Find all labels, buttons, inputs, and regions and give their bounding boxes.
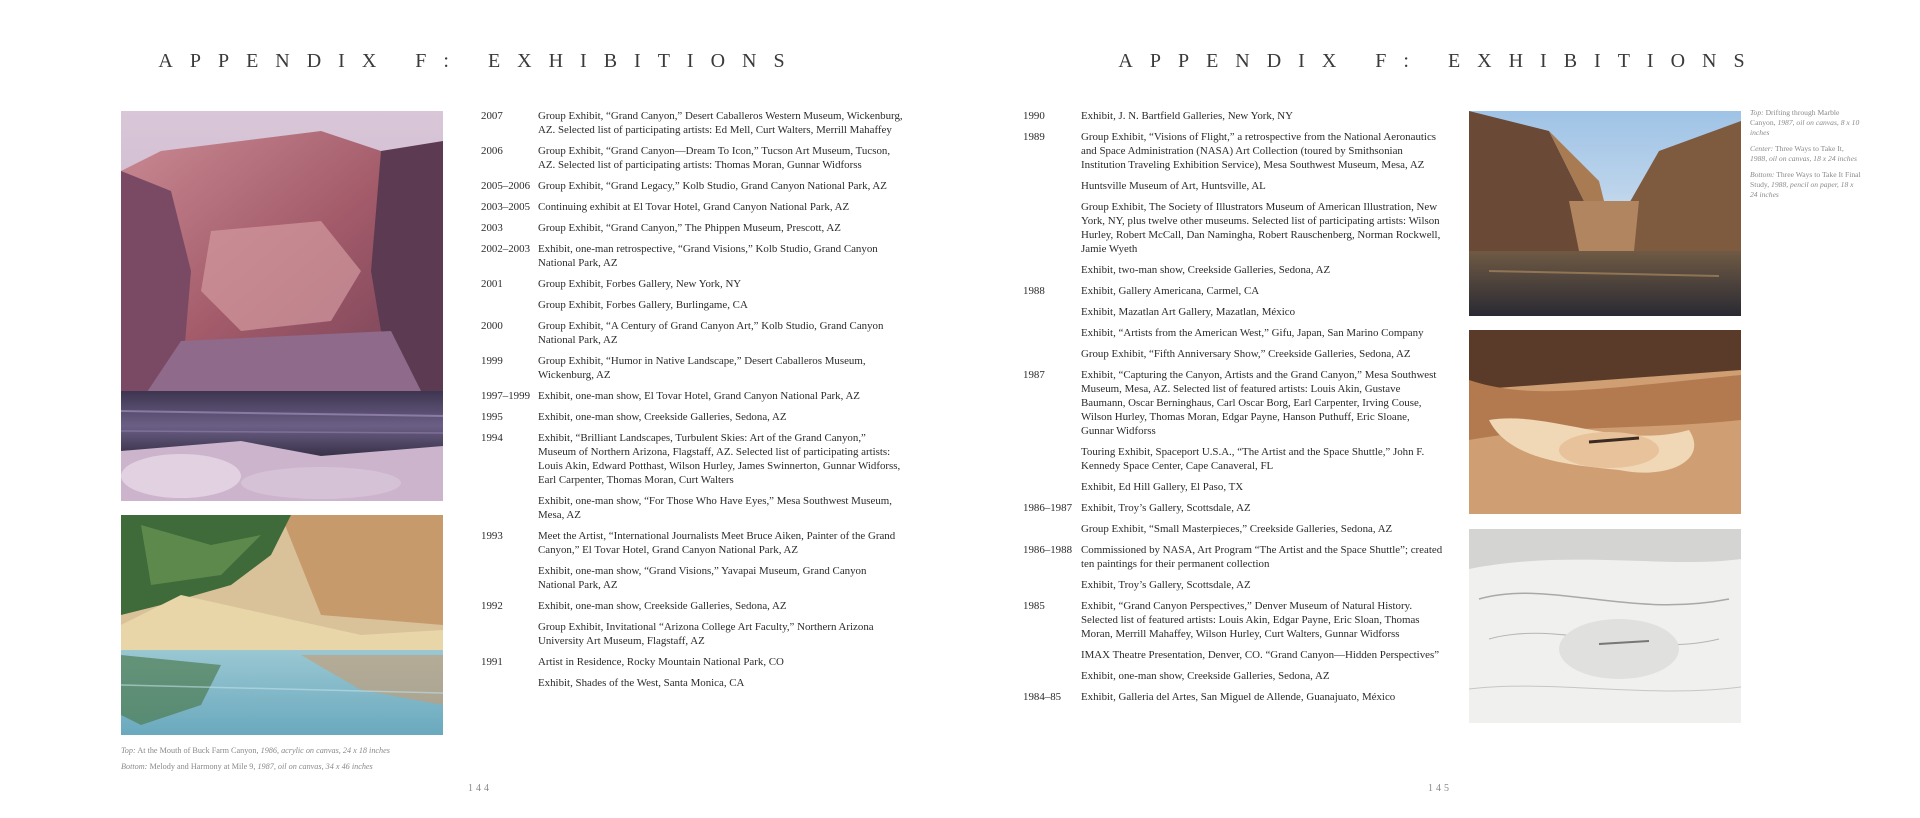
exhibition-entry — [481, 319, 903, 347]
exhibition-description: Exhibit, “Brilliant Landscapes, Turbulent Skies: Art of the Grand Canyon,” Museum of Northern Arizona, Flagstaff, AZ. Selected list of participating artists: Louis Akin, Edward Potthast, Wilson Hurley, James Swinnerton, Gunnar Widforss, Earl Carpenter, Thomas Moran, Curt Walters — [538, 432, 901, 486]
exhibition-entry — [1023, 284, 1445, 298]
exhibition-year: 2001 — [481, 278, 503, 290]
exhibition-entry — [481, 431, 903, 487]
painting-melody-harmony — [121, 515, 443, 735]
exhibition-description: Exhibit, one-man show, Creekside Galleries, Sedona, AZ — [538, 600, 787, 612]
exhibition-description: Touring Exhibit, Spaceport U.S.A., “The Artist and the Space Shuttle,” John F. Kennedy Space Center, Cape Canaveral, FL — [1081, 446, 1425, 472]
page-number: 144 — [468, 783, 492, 794]
exhibition-description: Group Exhibit, “Grand Canyon,” The Phippen Museum, Prescott, AZ — [538, 222, 841, 234]
exhibition-description: Group Exhibit, “Fifth Anniversary Show,” Creekside Galleries, Sedona, AZ — [1081, 348, 1411, 360]
exhibition-year — [1023, 179, 1081, 193]
exhibition-description: Exhibit, “Grand Canyon Perspectives,” Denver Museum of Natural History. Selected list of featured artists: Louis Akin, Edgar Payne, Eric Sloan, Thomas Moran, Merrill Mahaffey, Wilson Hurley, Curt Walters, Gunnar Widforss — [1081, 600, 1420, 640]
exhibition-entry — [1023, 445, 1445, 473]
exhibition-entry — [1023, 543, 1445, 571]
exhibition-year — [1023, 648, 1081, 662]
exhibition-description: Group Exhibit, “Small Masterpieces,” Creekside Galleries, Sedona, AZ — [1081, 523, 1393, 535]
exhibition-entry — [1023, 305, 1445, 319]
exhibition-description: Group Exhibit, “Grand Canyon,” Desert Caballeros Western Museum, Wickenburg, AZ. Selected list of participating artists: Ed Mell, Curt Walters, Merrill Mahaffey — [538, 110, 903, 136]
exhibition-description: Exhibit, Galleria del Artes, San Miguel de Allende, Guanajuato, México — [1081, 691, 1396, 703]
exhibition-description: Exhibit, J. N. Bartfield Galleries, New York, NY — [1081, 110, 1294, 122]
exhibition-description: Artist in Residence, Rocky Mountain National Park, CO — [538, 656, 784, 668]
exhibition-year: 1990 — [1023, 110, 1045, 122]
exhibition-description: Exhibit, one-man show, “Grand Visions,” Yavapai Museum, Grand Canyon National Park, AZ — [538, 565, 867, 591]
exhibition-year — [481, 494, 538, 522]
exhibition-description: Huntsville Museum of Art, Huntsville, AL — [1081, 180, 1266, 192]
exhibition-year: 2002–2003 — [481, 243, 531, 255]
exhibition-entry — [481, 179, 903, 193]
exhibition-entry — [1023, 368, 1445, 438]
exhibition-year: 1988 — [1023, 285, 1045, 297]
exhibition-entry — [481, 620, 903, 648]
exhibition-description: Group Exhibit, Invitational “Arizona College Art Faculty,” Northern Arizona University Art Museum, Flagstaff, AZ — [538, 621, 874, 647]
exhibition-entry — [1023, 501, 1445, 515]
exhibition-year: 1995 — [481, 411, 503, 423]
exhibition-entry — [1023, 109, 1445, 123]
exhibition-description: Commissioned by NASA, Art Program “The Artist and the Space Shuttle”; created ten paintings for their permanent collection — [1081, 544, 1443, 570]
image-captions — [1750, 108, 1862, 206]
exhibition-entry — [481, 109, 903, 137]
exhibition-description: Exhibit, “Capturing the Canyon, Artists and the Grand Canyon,” Mesa Southwest Museum, Mesa, AZ. Selected list of featured artists: Louis Akin, Gustave Baumann, Oscar Berninghaus, Carl Oscar Borg, Earl Carpenter, Irving Couse, Wilson Hurley, Thomas Moran, Edgar Payne, Hanson Puthuff, Eric Sloane, Gunnar Widforss — [1081, 369, 1437, 437]
exhibition-description: Exhibit, Mazatlan Art Gallery, Mazatlan, México — [1081, 306, 1296, 318]
exhibition-year: 1984–85 — [1023, 691, 1062, 703]
exhibition-year — [1023, 480, 1081, 494]
exhibition-description: Group Exhibit, “Visions of Flight,” a retrospective from the National Aeronautics and Space Administration (NASA) Art Collection (toured by Smithsonian Institution Traveling Exhibition Service), Mesa Southwest Museum, Mesa, AZ — [1081, 131, 1437, 171]
caption-top: Top: At the Mouth of Buck Farm Canyon, 1986, acrylic on canvas, 24 x 18 inches — [121, 746, 390, 755]
page-heading: APPENDIX F: EXHIBITIONS — [1118, 50, 1762, 72]
exhibition-year: 1994 — [481, 432, 503, 444]
exhibition-description: Group Exhibit, The Society of Illustrators Museum of American Illustration, New York, NY, plus twelve other museums. Selected list of participating artists: Wilson Hurley, Robert McCall, Dan Namingha, Robert Rauschenberg, Norman Rockwell, Jamie Wyeth — [1081, 201, 1441, 255]
page-number: 145 — [1428, 783, 1452, 794]
exhibition-description: Group Exhibit, Forbes Gallery, Burlingame, CA — [538, 299, 748, 311]
exhibition-entry — [481, 221, 903, 235]
exhibition-year: 2007 — [481, 110, 503, 122]
exhibition-entry — [481, 564, 903, 592]
exhibition-year — [1023, 669, 1081, 683]
painting-three-ways — [1469, 330, 1741, 514]
exhibition-entry — [1023, 522, 1445, 536]
exhibition-entry — [1023, 599, 1445, 641]
image-captions — [121, 743, 481, 775]
exhibition-entry — [481, 354, 903, 382]
exhibition-entry — [1023, 200, 1445, 256]
exhibition-year: 1986–1987 — [1023, 502, 1073, 514]
exhibition-year — [1023, 200, 1081, 256]
exhibition-entry — [1023, 263, 1445, 277]
exhibition-description: Exhibit, one-man show, El Tovar Hotel, Grand Canyon National Park, AZ — [538, 390, 860, 402]
exhibition-year: 2003–2005 — [481, 201, 531, 213]
caption-top: Top: Drifting through Marble Canyon, 1987, oil on canvas, 8 x 10 inches — [1750, 108, 1860, 137]
caption-bottom: Bottom: Three Ways to Take It Final Study, 1988, pencil on paper, 18 x 24 inches — [1750, 170, 1861, 199]
exhibition-entry — [481, 242, 903, 270]
exhibition-year: 1999 — [481, 355, 503, 367]
exhibition-entry — [481, 298, 903, 312]
exhibition-description: Exhibit, Troy’s Gallery, Scottsdale, AZ — [1081, 502, 1251, 514]
exhibition-entry — [1023, 326, 1445, 340]
painting-buck-farm-canyon — [121, 111, 443, 501]
exhibition-entry — [481, 655, 903, 669]
exhibition-year — [1023, 578, 1081, 592]
exhibition-year — [1023, 522, 1081, 536]
exhibition-entry — [481, 200, 903, 214]
caption-bottom: Bottom: Melody and Harmony at Mile 9, 1987, oil on canvas, 34 x 46 inches — [121, 762, 373, 771]
exhibition-description: Group Exhibit, “Humor in Native Landscape,” Desert Caballeros Museum, Wickenburg, AZ — [538, 355, 866, 381]
exhibition-year — [481, 620, 538, 648]
exhibition-entry — [1023, 690, 1445, 704]
exhibition-year — [1023, 445, 1081, 473]
exhibition-entry — [481, 494, 903, 522]
exhibition-year: 2003 — [481, 222, 503, 234]
exhibition-description: Group Exhibit, “Grand Legacy,” Kolb Studio, Grand Canyon National Park, AZ — [538, 180, 887, 192]
exhibition-year: 1992 — [481, 600, 503, 612]
exhibition-year: 2000 — [481, 320, 503, 332]
exhibition-entry — [1023, 130, 1445, 172]
exhibition-entry — [1023, 648, 1445, 662]
exhibition-description: Exhibit, Gallery Americana, Carmel, CA — [1081, 285, 1260, 297]
exhibition-year — [481, 676, 538, 690]
drawing-three-ways-study — [1469, 529, 1741, 723]
exhibition-description: Continuing exhibit at El Tovar Hotel, Grand Canyon National Park, AZ — [538, 201, 850, 213]
exhibition-description: Group Exhibit, “A Century of Grand Canyon Art,” Kolb Studio, Grand Canyon National Park, AZ — [538, 320, 884, 346]
exhibition-entry — [1023, 669, 1445, 683]
exhibition-description: Exhibit, one-man show, “For Those Who Have Eyes,” Mesa Southwest Museum, Mesa, AZ — [538, 495, 892, 521]
exhibition-description: Exhibit, “Artists from the American West,” Gifu, Japan, San Marino Company — [1081, 327, 1424, 339]
exhibition-entry — [481, 529, 903, 557]
page-heading: APPENDIX F: EXHIBITIONS — [158, 50, 802, 72]
exhibition-year — [481, 564, 538, 592]
exhibition-description: Exhibit, one-man show, Creekside Galleries, Sedona, AZ — [538, 411, 787, 423]
exhibition-entry — [1023, 179, 1445, 193]
exhibition-year: 1991 — [481, 656, 503, 668]
exhibition-description: Exhibit, one-man retrospective, “Grand Visions,” Kolb Studio, Grand Canyon National Park, AZ — [538, 243, 878, 269]
caption-center: Center: Three Ways to Take It, 1988, oil on canvas, 18 x 24 inches — [1750, 144, 1857, 163]
exhibition-year — [1023, 326, 1081, 340]
exhibition-description: Group Exhibit, Forbes Gallery, New York, NY — [538, 278, 742, 290]
exhibition-entry — [1023, 480, 1445, 494]
exhibition-year: 1987 — [1023, 369, 1045, 381]
exhibition-description: Meet the Artist, “International Journalists Meet Bruce Aiken, Painter of the Grand Canyon,” El Tovar Hotel, Grand Canyon National Park, AZ — [538, 530, 896, 556]
exhibition-description: Exhibit, Ed Hill Gallery, El Paso, TX — [1081, 481, 1244, 493]
exhibitions-list-right — [1023, 109, 1445, 711]
exhibitions-list-left — [481, 109, 903, 697]
exhibition-entry — [481, 277, 903, 291]
exhibition-year — [481, 298, 538, 312]
exhibition-entry — [481, 144, 903, 172]
exhibition-year — [1023, 305, 1081, 319]
exhibition-description: Exhibit, one-man show, Creekside Galleries, Sedona, AZ — [1081, 670, 1330, 682]
exhibition-description: IMAX Theatre Presentation, Denver, CO. “Grand Canyon—Hidden Perspectives” — [1081, 649, 1440, 661]
exhibition-description: Exhibit, Shades of the West, Santa Monica, CA — [538, 677, 745, 689]
painting-marble-canyon — [1469, 111, 1741, 316]
exhibition-year: 1989 — [1023, 131, 1045, 143]
exhibition-year: 2006 — [481, 145, 503, 157]
exhibition-year — [1023, 347, 1081, 361]
exhibition-year: 1986–1988 — [1023, 544, 1073, 556]
exhibition-description: Group Exhibit, “Grand Canyon—Dream To Icon,” Tucson Art Museum, Tucson, AZ. Selected list of participating artists: Thomas Moran, Gunnar Widforss — [538, 145, 891, 171]
exhibition-year: 1993 — [481, 530, 503, 542]
exhibition-description: Exhibit, Troy’s Gallery, Scottsdale, AZ — [1081, 579, 1251, 591]
exhibition-entry — [481, 410, 903, 424]
exhibition-year — [1023, 263, 1081, 277]
exhibition-year: 1997–1999 — [481, 390, 531, 402]
exhibition-entry — [481, 599, 903, 613]
exhibition-entry — [481, 676, 903, 690]
exhibition-description: Exhibit, two-man show, Creekside Galleries, Sedona, AZ — [1081, 264, 1331, 276]
exhibition-entry — [481, 389, 903, 403]
exhibition-entry — [1023, 578, 1445, 592]
exhibition-entry — [1023, 347, 1445, 361]
exhibition-year: 1985 — [1023, 600, 1045, 612]
exhibition-year: 2005–2006 — [481, 180, 531, 192]
